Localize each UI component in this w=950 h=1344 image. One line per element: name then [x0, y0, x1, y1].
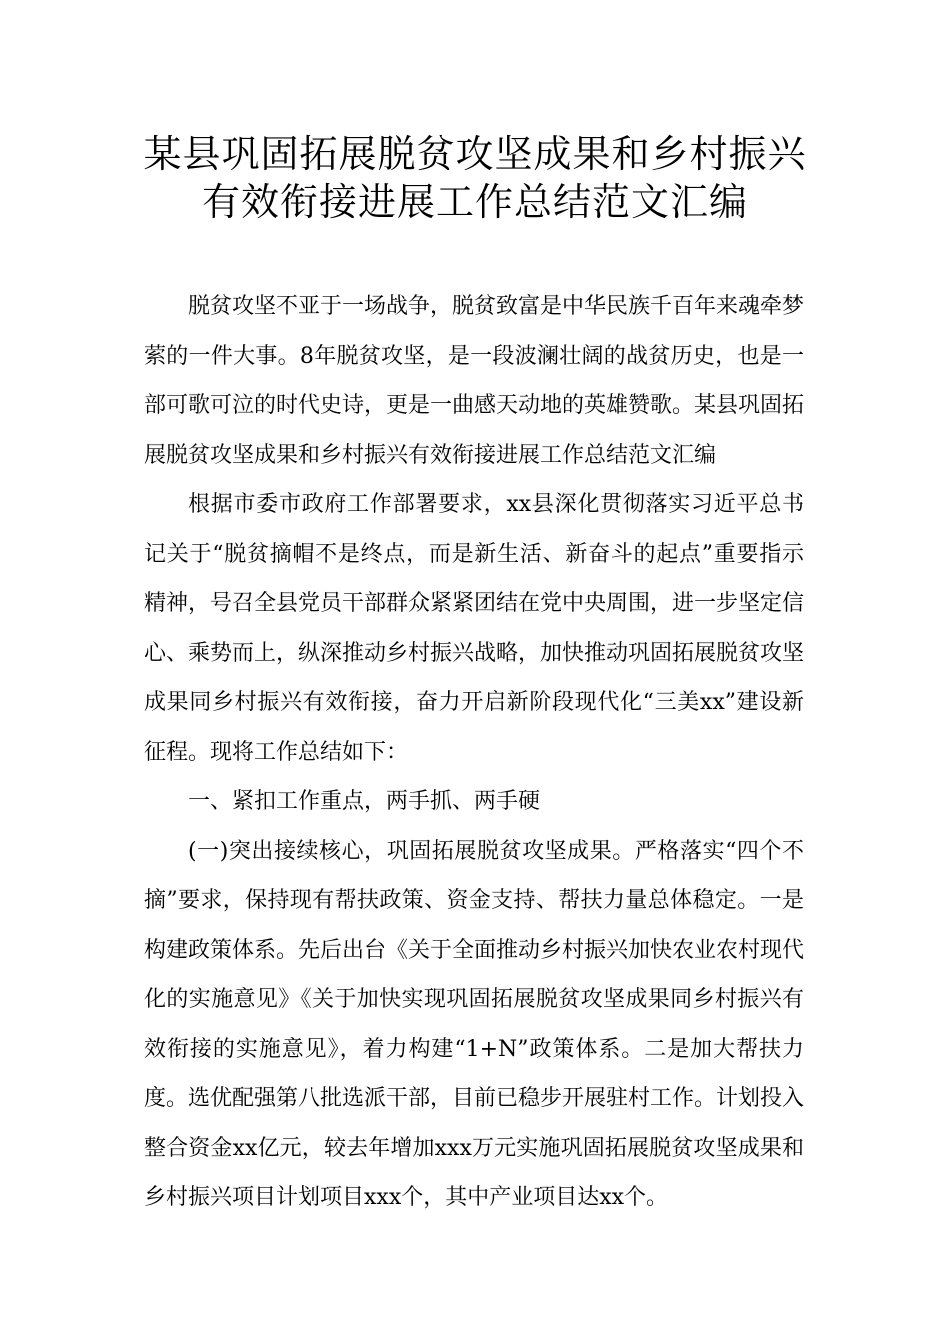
document-body: [144, 282, 804, 1223]
paragraph-intro: 脱贫攻坚不亚于一场战争，脱贫致富是中华民族千百年来魂牵梦萦的一件大事。8年脱贫攻坚，是一段波澜壮阔的战贫历史，也是一部可歌可泣的时代史诗，更是一曲感天动地的英雄赞歌。某县巩固拓展脱贫攻坚成果和乡村振兴有效衔接进展工作总结范文汇编: [144, 294, 805, 468]
document-title: [120, 130, 830, 226]
title-line-1: 某县巩固拓展脱贫攻坚成果和乡村振兴: [143, 132, 807, 176]
section-heading-1: 一、紧扣工作重点，两手抓、两手硬: [188, 789, 541, 814]
paragraph-subsection-1: (一)突出接续核心，巩固拓展脱贫攻坚成果。严格落实“四个不摘”要求，保持现有帮扶政策、资金支持、帮扶力量总体稳定。一是构建政策体系。先后出台《关于全面推动乡村振兴加快农业农村现代化的实施意见》《关于加快实现巩固拓展脱贫攻坚成果同乡村振兴有效衔接的实施意见》，着力构建“1+N”政策体系。二是加大帮扶力度。选优配强第八批选派干部，目前已稳步开展驻村工作。计划投入整合资金xx亿元，较去年增加xxx万元实施巩固拓展脱贫攻坚成果和乡村振兴项目计划项目xxx个，其中产业项目达xx个。: [144, 838, 805, 1210]
paragraph-background: 根据市委市政府工作部署要求，xx县深化贯彻落实习近平总书记关于“脱贫摘帽不是终点，而是新生活、新奋斗的起点”重要指示精神，号召全县党员干部群众紧紧团结在党中央周围，进一步坚定信心、乘势而上，纵深推动乡村振兴战略，加快推动巩固拓展脱贫攻坚成果同乡村振兴有效衔接，奋力开启新阶段现代化“三美xx”建设新征程。现将工作总结如下：: [144, 492, 805, 765]
title-line-2: 有效衔接进展工作总结范文汇编: [201, 180, 748, 224]
